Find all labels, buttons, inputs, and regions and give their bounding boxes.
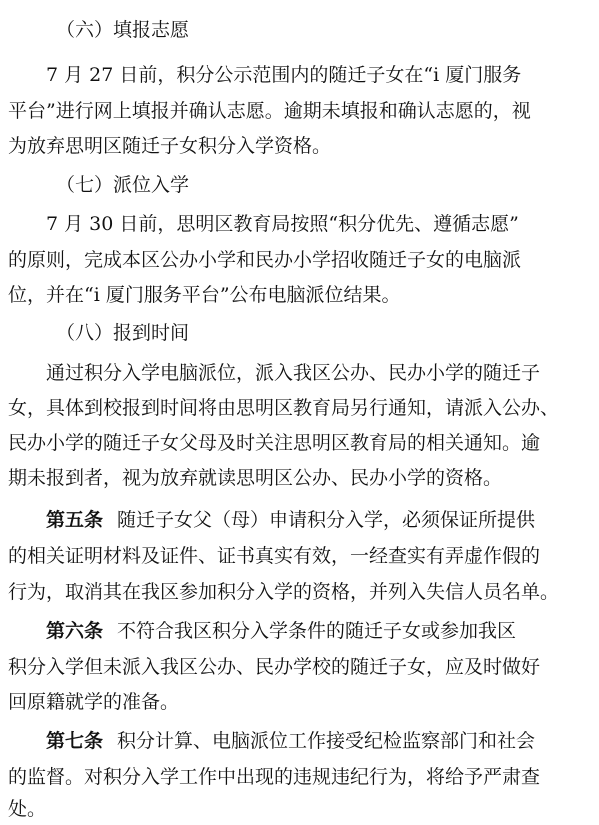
paragraph-line: 女，具体到校报到时间将由思明区教育局另行通知，请派入公办、 xyxy=(8,397,560,419)
section-heading-registration-time: （八）报到时间 xyxy=(56,322,190,344)
article-seven-label: 第七条 xyxy=(46,730,104,752)
article-six-line xyxy=(0,616,599,646)
paragraph-line: 7 月 27 日前，积分公示范围内的随迁子女在“i 厦门服务 xyxy=(46,64,522,86)
paragraph-line: 行为，取消其在我区参加积分入学的资格，并列入失信人员名单。 xyxy=(8,581,560,603)
paragraph-line: 的监督。对积分入学工作中出现的违规违纪行为，将给予严肃查 xyxy=(8,766,541,788)
article-five-line xyxy=(0,505,599,535)
paragraph-line: 位，并在“i 厦门服务平台”公布电脑派位结果。 xyxy=(8,284,401,306)
paragraph-line: 平台”进行网上填报并确认志愿。逾期未填报和确认志愿的，视 xyxy=(8,100,531,122)
article-six-text: 不符合我区积分入学条件的随迁子女或参加我区 xyxy=(117,620,517,642)
paragraph-line: 的相关证明材料及证件、证书真实有效，一经查实有弄虚作假的 xyxy=(8,545,541,567)
article-five-label: 第五条 xyxy=(46,509,104,531)
paragraph-line: 处。 xyxy=(8,798,47,820)
section-heading-lottery-admission: （七）派位入学 xyxy=(56,174,190,196)
paragraph-line: 为放弃思明区随迁子女积分入学资格。 xyxy=(8,135,332,157)
paragraph-line: 的原则，完成本区公办小学和民办小学招收随迁子女的电脑派 xyxy=(8,249,522,271)
paragraph-line: 通过积分入学电脑派位，派入我区公办、民办小学的随迁子 xyxy=(46,362,541,384)
paragraph-line: 积分入学但未派入我区公办、民办学校的随迁子女，应及时做好 xyxy=(8,656,541,678)
article-six-label: 第六条 xyxy=(46,620,104,642)
paragraph-line: 期未报到者，视为放弃就读思明区公办、民办小学的资格。 xyxy=(8,467,503,489)
paragraph-line: 回原籍就学的准备。 xyxy=(8,691,180,713)
article-seven-text: 积分计算、电脑派位工作接受纪检监察部门和社会 xyxy=(117,730,536,752)
article-seven-line xyxy=(0,726,599,756)
section-heading-fill-preferences: （六）填报志愿 xyxy=(56,19,190,41)
article-five-text: 随迁子女父（母）申请积分入学，必须保证所提供 xyxy=(117,509,536,531)
paragraph-line: 7 月 30 日前，思明区教育局按照“积分优先、遵循志愿” xyxy=(46,213,519,235)
paragraph-line: 民办小学的随迁子女父母及时关注思明区教育局的相关通知。逾 xyxy=(8,432,541,454)
